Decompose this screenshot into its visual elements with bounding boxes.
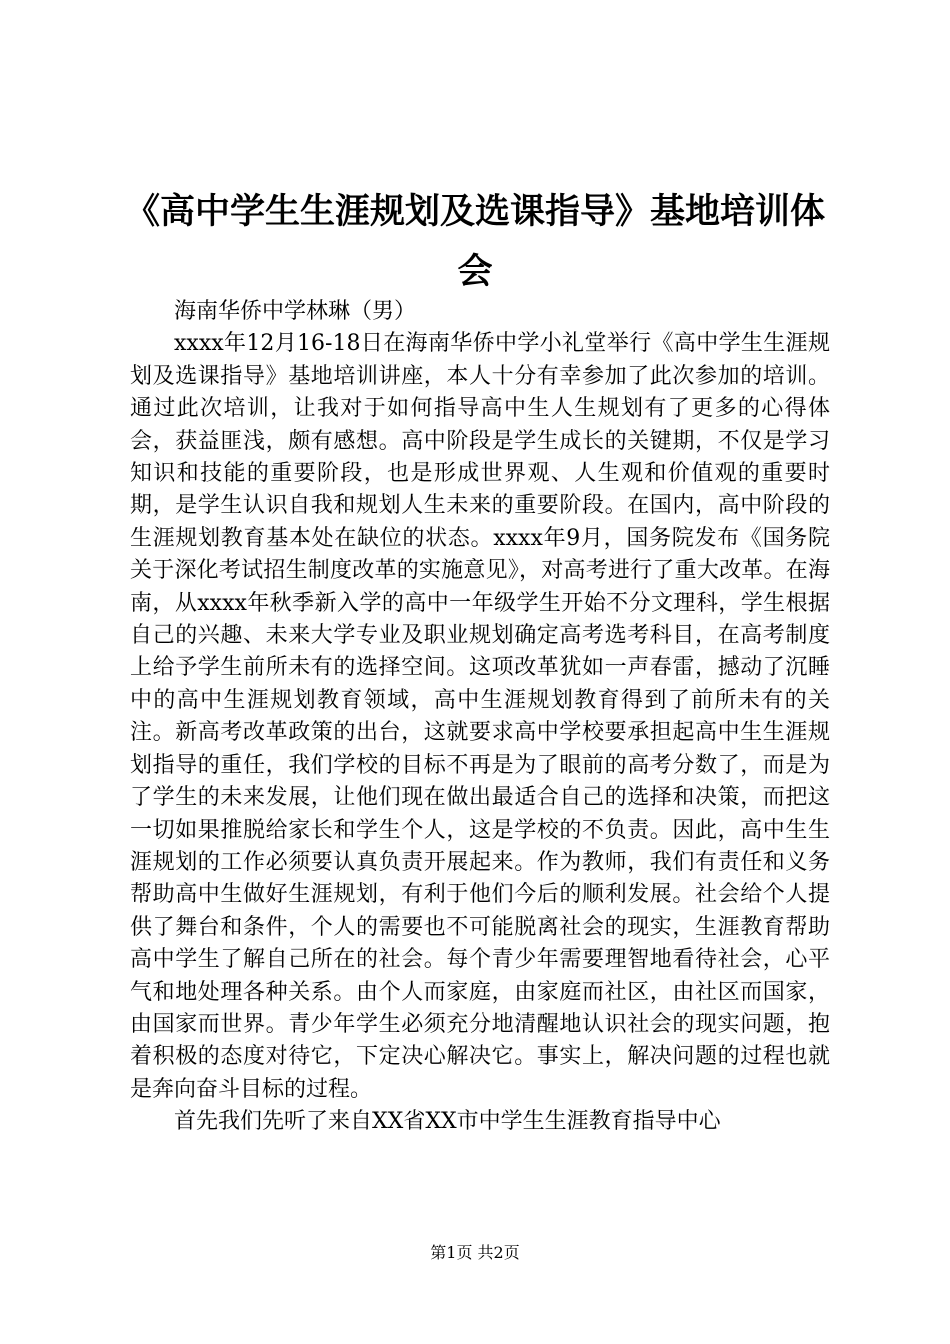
- document-title: 《高中学生生涯规划及选课指导》基地培训体会: [124, 192, 825, 292]
- document-body: [130, 296, 830, 1139]
- page-footer: 第1页 共2页: [430, 1243, 520, 1262]
- body-paragraph: 首先我们先听了来自XX省XX市中学生生涯教育指导中心: [174, 1109, 721, 1135]
- author-line: 海南华侨中学林琳（男）: [174, 299, 417, 324]
- body-paragraph: xxxx年12月16-18日在海南华侨中学小礼堂举行《高中学生生涯规划及选课指导》基地培训讲座，本人十分有幸参加了此次参加的培训。通过此次培训，让我对于如何指导高中生人生规划有了更多的心得体会，获益匪浅，颇有感想。高中阶段是学生成长的关键期，不仅是学习知识和技能的重要阶段，也是形成世界观、人生观和价值观的重要时期，是学生认识自我和规划人生未来的重要阶段。在国内，高中阶段的生涯规划教育基本处在缺位的状态。xxxx年9月，国务院发布《国务院关于深化考试招生制度改革的实施意见》，对高考进行了重大改革。在海南，从xxxx年秋季新入学的高中一年级学生开始不分文理科，学生根据自己的兴趣、未来大学专业及职业规划确定高考选考科目，在高考制度上给予学生前所未有的选择空间。这项改革犹如一声春雷，撼动了沉睡中的高中生涯规划教育领域，高中生涯规划教育得到了前所未有的关注。新高考改革政策的出台，这就要求高中学校要承担起高中生生涯规划指导的重任，我们学校的目标不再是为了眼前的高考分数了，而是为了学生的未来发展，让他们现在做出最适合自己的选择和决策，而把这一切如果推脱给家长和学生个人，这是学校的不负责。因此，高中生生涯规划的工作必须要认真负责开展起来。作为教师，我们有责任和义务帮助高中生做好生涯规划，有利于他们今后的顺利发展。社会给个人提供了舞台和条件，个人的需要也不可能脱离社会的现实，生涯教育帮助高中学生了解自己所在的社会。每个青少年需要理智地看待社会，心平气和地处理各种关系。由个人而家庭，由家庭而社区，由社区而国家，由国家而世界。青少年学生必须充分地清醒地认识社会的现实问题，抱着积极的态度对待它，下定决心解决它。事实上，解决问题的过程也就是奔向奋斗目标的过程。: [130, 331, 830, 1102]
